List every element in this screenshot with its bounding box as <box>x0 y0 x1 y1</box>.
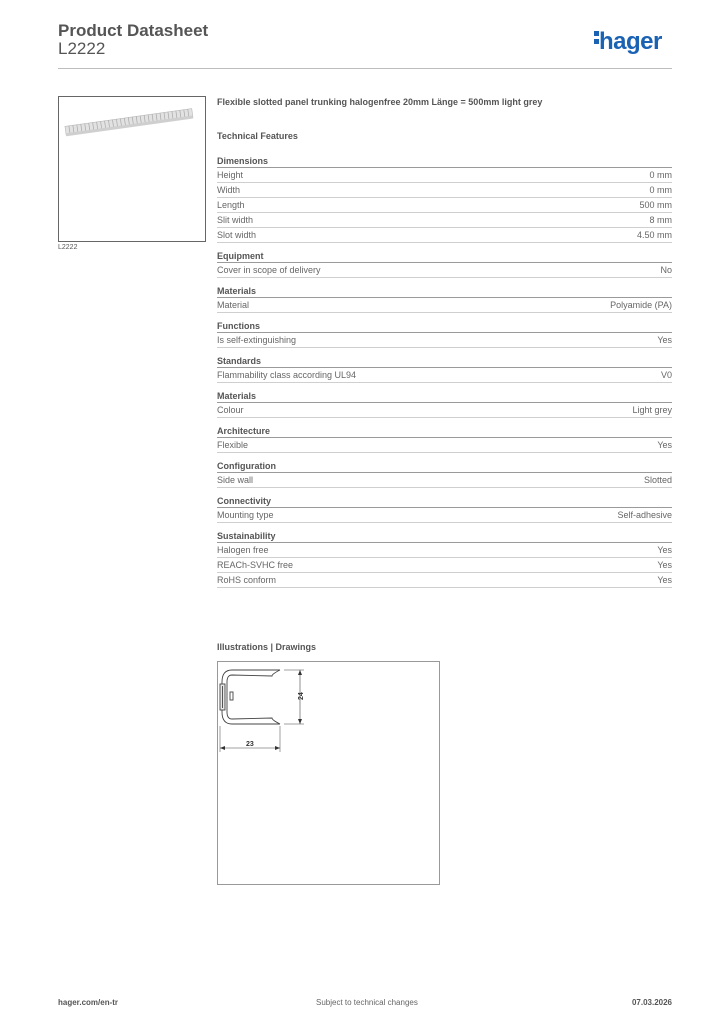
feature-label: Is self-extinguishing <box>217 335 297 345</box>
feature-label: REACh-SVHC free <box>217 560 294 570</box>
product-description: Flexible slotted panel trunking halogenfree 20mm Länge = 500mm light grey <box>217 97 543 107</box>
feature-label: Halogen free <box>217 545 269 555</box>
logo-colon-icon <box>594 28 599 47</box>
feature-label: RoHS conform <box>217 575 277 585</box>
technical-drawing <box>217 661 440 885</box>
feature-label: Slot width <box>217 230 257 240</box>
feature-label: Width <box>217 185 241 195</box>
feature-value: Yes <box>657 560 672 570</box>
illustrations-heading: Illustrations | Drawings <box>217 642 317 652</box>
section-title: Connectivity <box>217 495 672 508</box>
feature-row <box>217 368 672 383</box>
feature-section <box>217 460 672 488</box>
feature-row <box>217 573 672 588</box>
feature-value: Light grey <box>632 405 672 415</box>
feature-row <box>217 298 672 313</box>
feature-value: 8 mm <box>649 215 672 225</box>
feature-row <box>217 403 672 418</box>
product-image <box>58 96 206 242</box>
brand-logo <box>594 28 662 56</box>
feature-value: Self-adhesive <box>617 510 672 520</box>
feature-row <box>217 228 672 243</box>
section-title: Standards <box>217 355 672 368</box>
section-title: Functions <box>217 320 672 333</box>
feature-label: Flexible <box>217 440 249 450</box>
feature-section <box>217 285 672 313</box>
width-dimension-label: 23 <box>246 741 254 748</box>
feature-row <box>217 198 672 213</box>
feature-value: Yes <box>657 545 672 555</box>
feature-section <box>217 495 672 523</box>
feature-value: 0 mm <box>649 170 672 180</box>
section-title: Materials <box>217 285 672 298</box>
feature-section <box>217 155 672 243</box>
feature-label: Material <box>217 300 250 310</box>
feature-label: Colour <box>217 405 244 415</box>
feature-value: V0 <box>660 370 672 380</box>
trunking-profile-drawing <box>218 662 439 884</box>
feature-label: Side wall <box>217 475 254 485</box>
product-code: L2222 <box>58 39 106 58</box>
page-title: Product Datasheet <box>58 21 209 40</box>
feature-section <box>217 355 672 383</box>
trunking-photo-icon <box>59 97 205 241</box>
section-title: Configuration <box>217 460 672 473</box>
feature-row <box>217 168 672 183</box>
feature-row <box>217 213 672 228</box>
footer-website: hager.com/en-tr <box>58 998 119 1007</box>
feature-label: Mounting type <box>217 510 274 520</box>
feature-value: Yes <box>657 440 672 450</box>
feature-row <box>217 333 672 348</box>
feature-row <box>217 183 672 198</box>
feature-section <box>217 425 672 453</box>
feature-label: Height <box>217 170 244 180</box>
feature-row <box>217 438 672 453</box>
section-title: Materials <box>217 390 672 403</box>
feature-section <box>217 320 672 348</box>
footer-notice: Subject to technical changes <box>316 998 418 1007</box>
feature-label: Flammability class according UL94 <box>217 370 357 380</box>
feature-label: Length <box>217 200 245 210</box>
header-divider <box>58 68 672 69</box>
feature-value: 0 mm <box>649 185 672 195</box>
feature-section <box>217 390 672 418</box>
feature-row <box>217 473 672 488</box>
feature-row <box>217 558 672 573</box>
technical-features-list <box>217 155 672 595</box>
feature-row <box>217 508 672 523</box>
feature-value: 4.50 mm <box>636 230 672 240</box>
footer-date: 07.03.2026 <box>631 998 672 1007</box>
feature-value: Polyamide (PA) <box>610 300 672 310</box>
feature-value: 500 mm <box>639 200 672 210</box>
feature-value: Slotted <box>643 475 672 485</box>
feature-row <box>217 263 672 278</box>
feature-value: No <box>660 265 672 275</box>
feature-row <box>217 543 672 558</box>
feature-value: Yes <box>657 575 672 585</box>
technical-features-heading: Technical Features <box>217 131 298 141</box>
section-title: Architecture <box>217 425 672 438</box>
feature-label: Slit width <box>217 215 254 225</box>
section-title: Sustainability <box>217 530 672 543</box>
height-dimension-label: 24 <box>298 692 305 700</box>
feature-section <box>217 250 672 278</box>
product-image-caption: L2222 <box>58 244 78 251</box>
brand-name: hager <box>599 28 662 55</box>
section-title: Dimensions <box>217 155 672 168</box>
feature-value: Yes <box>657 335 672 345</box>
feature-label: Cover in scope of delivery <box>217 265 321 275</box>
section-title: Equipment <box>217 250 672 263</box>
feature-section <box>217 530 672 588</box>
